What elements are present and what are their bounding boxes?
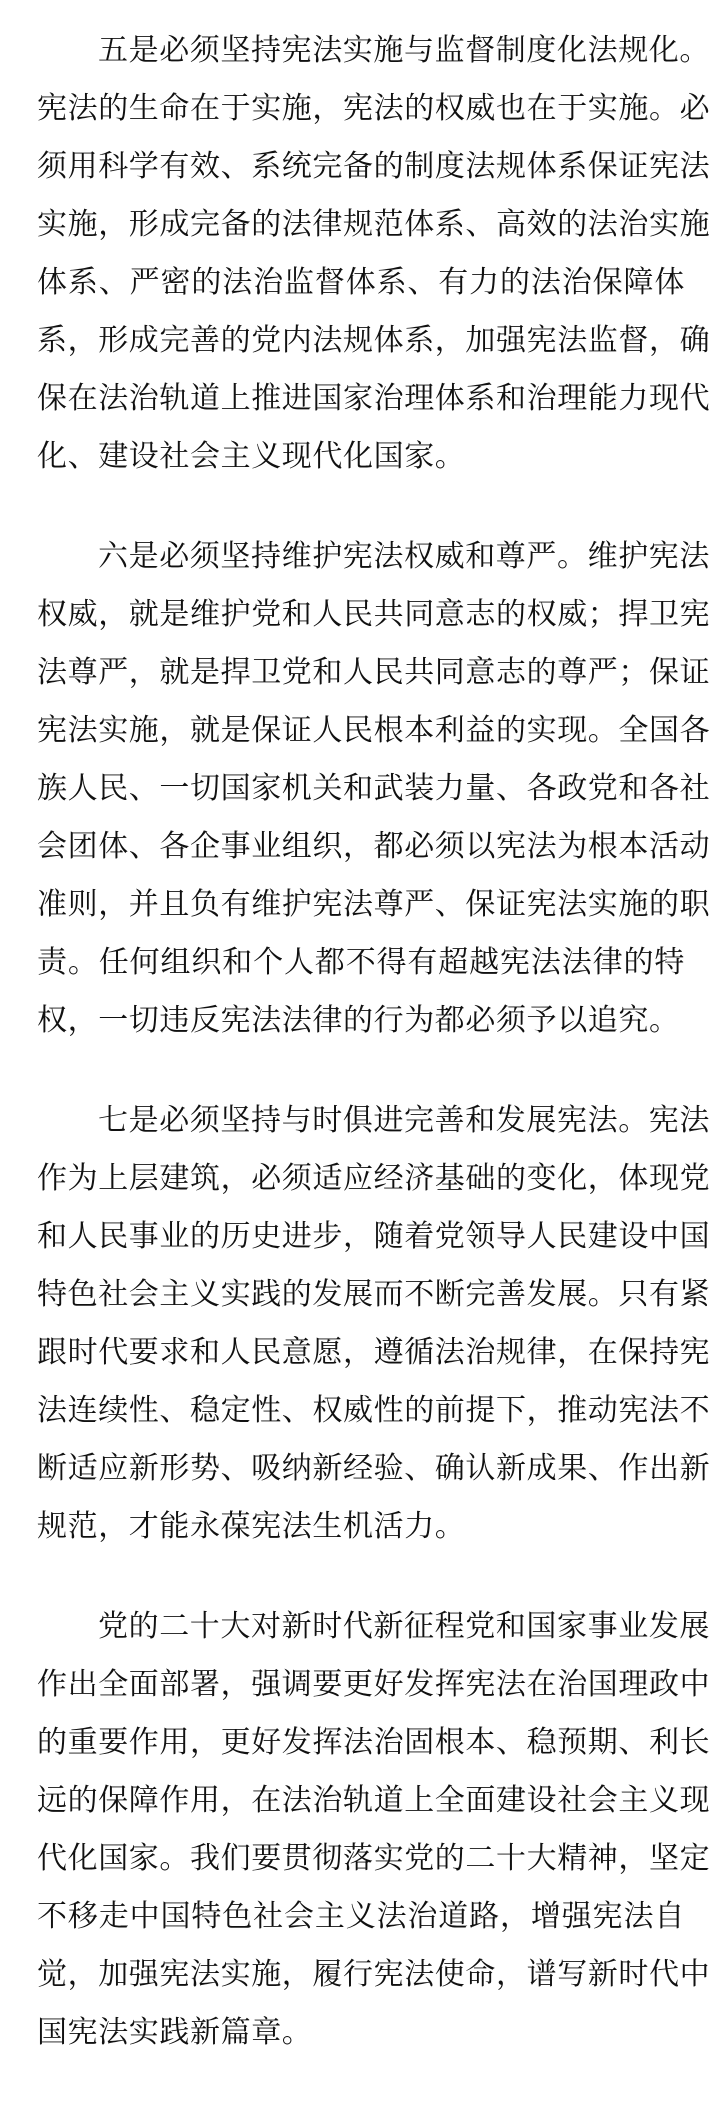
text-line: 七是必须坚持与时俱进完善和发展宪法。宪法: [98, 1103, 710, 1138]
text-line: 作出全面部署，强调要更好发挥宪法在治国理政中: [37, 1667, 711, 1702]
text-line: 作为上层建筑，必须适应经济基础的变化，体现党: [37, 1161, 711, 1196]
text-line: 宪法的生命在于实施，宪法的权威也在于实施。必: [37, 91, 711, 126]
text-line: 觉，加强宪法实施，履行宪法使命，谱写新时代中: [37, 1957, 711, 1992]
text-line: 实施，形成完备的法律规范体系、高效的法治实施: [37, 207, 711, 242]
text-line: 不移走中国特色社会主义法治道路，增强宪法自: [37, 1899, 685, 1934]
text-line: 体系、严密的法治监督体系、有力的法治保障体: [37, 265, 685, 300]
text-line: 的重要作用，更好发挥法治固根本、稳预期、利长: [37, 1725, 711, 1760]
text-line: 远的保障作用，在法治轨道上全面建设社会主义现: [37, 1783, 711, 1818]
text-line: 法连续性、稳定性、权威性的前提下，推动宪法不: [37, 1393, 711, 1428]
paragraph-conclusion: [37, 1598, 711, 2062]
text-line: 保在法治轨道上推进国家治理体系和治理能力现代: [37, 381, 711, 416]
text-line: 责。任何组织和个人都不得有超越宪法法律的特: [37, 945, 685, 980]
text-line: 会团体、各企事业组织，都必须以宪法为根本活动: [37, 829, 711, 864]
text-line: 和人民事业的历史进步，随着党领导人民建设中国: [37, 1219, 711, 1254]
text-line: 规范，才能永葆宪法生机活力。: [37, 1509, 466, 1544]
text-line: 跟时代要求和人民意愿，遵循法治规律，在保持宪: [37, 1335, 711, 1370]
paragraph-6-constitution-authority: [37, 528, 711, 1050]
text-line: 代化国家。我们要贯彻落实党的二十大精神，坚定: [37, 1841, 711, 1876]
paragraph-5-constitution-implementation: [37, 22, 711, 486]
text-line: 国宪法实践新篇章。: [37, 2015, 313, 2050]
text-line: 六是必须坚持维护宪法权威和尊严。维护宪法: [98, 539, 710, 574]
text-line: 化、建设社会主义现代化国家。: [37, 439, 466, 474]
text-line: 断适应新形势、吸纳新经验、确认新成果、作出新: [37, 1451, 711, 1486]
text-line: 准则，并且负有维护宪法尊严、保证宪法实施的职: [37, 887, 711, 922]
text-line: 党的二十大对新时代新征程党和国家事业发展: [98, 1609, 710, 1644]
article-body: [37, 22, 711, 2104]
text-line: 权，一切违反宪法法律的行为都必须予以追究。: [37, 1003, 680, 1038]
text-line: 系，形成完善的党内法规体系，加强宪法监督，确: [37, 323, 711, 358]
paragraph-7-constitution-development: [37, 1092, 711, 1556]
text-line: 法尊严，就是捍卫党和人民共同意志的尊严；保证: [37, 655, 711, 690]
text-line: 特色社会主义实践的发展而不断完善发展。只有紧: [37, 1277, 711, 1312]
text-line: 五是必须坚持宪法实施与监督制度化法规化。: [98, 33, 710, 68]
text-line: 宪法实施，就是保证人民根本利益的实现。全国各: [37, 713, 711, 748]
text-line: 权威，就是维护党和人民共同意志的权威；捍卫宪: [37, 597, 711, 632]
text-line: 族人民、一切国家机关和武装力量、各政党和各社: [37, 771, 711, 806]
text-line: 须用科学有效、系统完备的制度法规体系保证宪法: [37, 149, 711, 184]
